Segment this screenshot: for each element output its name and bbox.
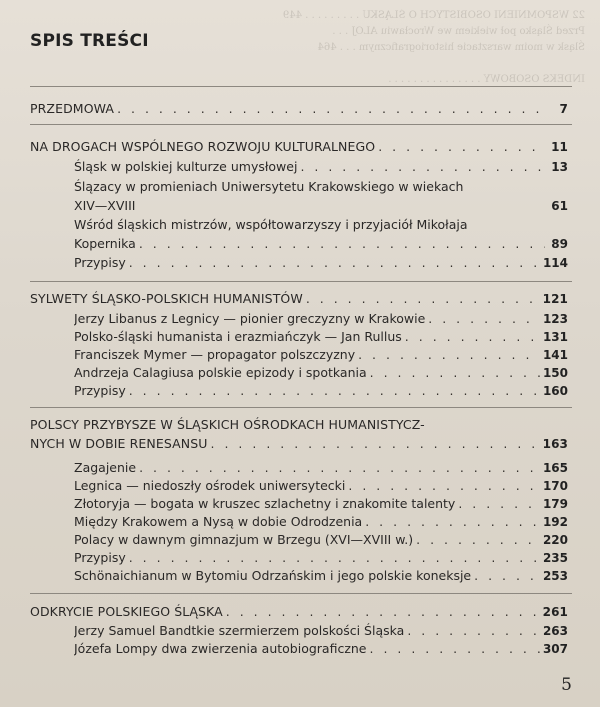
dot-leaders xyxy=(458,494,540,513)
section-title: SYLWETY ŚLĄSKO-POLSKICH HUMANISTÓW xyxy=(30,291,303,306)
item-title: Jerzy Libanus z Legnicy — pionier greczyzny w Krakowie xyxy=(74,311,426,326)
item-title: Między Krakowem a Nysą w dobie Odrodzenia xyxy=(74,514,363,529)
divider xyxy=(30,281,572,282)
dot-leaders xyxy=(139,458,540,477)
dot-leaders xyxy=(348,476,540,495)
toc-item[interactable] xyxy=(74,345,568,365)
page-number: 61 xyxy=(551,199,568,213)
toc-item[interactable] xyxy=(74,494,568,514)
page-footer-number: 5 xyxy=(561,675,572,695)
dot-leaders xyxy=(370,363,540,382)
item-title: Śląsk w polskiej kulturze umysłowej xyxy=(74,159,298,174)
toc-item[interactable] xyxy=(74,566,568,586)
toc-item[interactable] xyxy=(74,215,568,254)
dot-leaders xyxy=(416,530,540,549)
page-number: 235 xyxy=(542,551,568,565)
dot-leaders xyxy=(370,639,540,658)
toc-item[interactable] xyxy=(74,639,568,659)
toc-item[interactable] xyxy=(74,621,568,641)
item-title: Polacy w dawnym gimnazjum w Brzegu (XVI—XVIII w.) xyxy=(74,532,414,547)
dot-leaders xyxy=(306,289,540,308)
page-number: 179 xyxy=(542,497,568,511)
section-title-continued: NYCH W DOBIE RENESANSU xyxy=(30,436,208,451)
page-number: 89 xyxy=(551,237,568,251)
toc-item[interactable] xyxy=(74,458,568,478)
dot-leaders xyxy=(129,381,540,400)
page-number: 261 xyxy=(542,605,568,619)
toc-item[interactable] xyxy=(74,476,568,496)
toc-item[interactable] xyxy=(74,253,568,273)
item-title: Jerzy Samuel Bandtkie szermierzem polskości Śląska xyxy=(74,623,405,638)
toc-section-przedmowa[interactable] xyxy=(30,99,568,119)
page-number: 263 xyxy=(542,624,568,638)
section-title: PRZEDMOWA xyxy=(30,101,115,116)
dot-leaders xyxy=(407,621,540,640)
dot-leaders xyxy=(428,309,540,328)
toc-section-odkrycie[interactable] xyxy=(30,602,568,622)
dot-leaders xyxy=(117,99,545,118)
item-title-continued: Kopernika xyxy=(74,236,136,251)
divider xyxy=(30,124,572,125)
dot-leaders xyxy=(358,345,540,364)
item-title: Przypisy xyxy=(74,550,126,565)
toc-item[interactable] xyxy=(74,309,568,329)
section-title: ODKRYCIE POLSKIEGO ŚLĄSKA xyxy=(30,604,223,619)
bleed-through-text: 22 WSPOMNIENI OSOBISTYCH O ŚLĄSKU . . . . . . . . . 449 Przed Śląsko poł wiekiem we Wrocławiu ALOJ . . . Śląsk w moim warsztacie historiograficznym . . . 464 INDEKS OSOBOWY . . . . . . . . . . . . . . . xyxy=(282,10,585,85)
item-title: Złotoryja — bogata w kruszec szlachetny i znakomite talenty xyxy=(74,496,456,511)
toc-item[interactable] xyxy=(74,548,568,568)
section-title: NA DROGACH WSPÓLNEGO ROZWOJU KULTURALNEGO xyxy=(30,139,376,154)
page-number: 13 xyxy=(551,160,568,174)
toc-section-polscy-przybysze[interactable] xyxy=(30,415,568,454)
page-number: 123 xyxy=(542,312,568,326)
dot-leaders xyxy=(300,157,545,176)
page-title: SPIS TREŚCI xyxy=(30,31,149,51)
toc-item[interactable] xyxy=(74,327,568,347)
page-number: 11 xyxy=(551,140,568,154)
dot-leaders xyxy=(405,327,540,346)
divider xyxy=(30,593,572,594)
page-number: 141 xyxy=(542,348,568,362)
item-title: Legnica — niedoszły ośrodek uniwersytecki xyxy=(74,478,346,493)
item-title: Andrzeja Calagiusa polskie epizody i spotkania xyxy=(74,365,367,380)
dot-leaders xyxy=(474,566,540,585)
toc-item[interactable] xyxy=(74,381,568,401)
toc-item[interactable] xyxy=(74,512,568,532)
page-number: 160 xyxy=(542,384,568,398)
page-number: 192 xyxy=(542,515,568,529)
item-title: Ślązacy w promieniach Uniwersytetu Krakowskiego w wiekach xyxy=(74,179,464,194)
toc-section-sylwety[interactable] xyxy=(30,289,568,309)
divider xyxy=(30,86,572,87)
item-title: Józefa Lompy dwa zwierzenia autobiograficzne xyxy=(74,641,367,656)
page-number: 165 xyxy=(542,461,568,475)
dot-leaders xyxy=(129,548,540,567)
section-title: POLSCY PRZYBYSZE W ŚLĄSKICH OŚRODKACH HUMANISTYCZ- xyxy=(30,417,425,432)
item-title: Zagajenie xyxy=(74,460,137,475)
page-number: 220 xyxy=(542,533,568,547)
dot-leaders xyxy=(139,234,545,253)
page-number: 170 xyxy=(542,479,568,493)
item-title: Wśród śląskich mistrzów, współtowarzyszy i przyjaciół Mikołaja xyxy=(74,217,468,232)
item-title: Przypisy xyxy=(74,383,126,398)
item-title: Polsko-śląski humanista i erazmiańczyk — Jan Rullus xyxy=(74,329,402,344)
item-title: Przypisy xyxy=(74,255,126,270)
page-number: 163 xyxy=(542,437,568,451)
dot-leaders xyxy=(378,137,545,156)
page-number: 121 xyxy=(542,292,568,306)
dot-leaders xyxy=(365,512,540,531)
dot-leaders xyxy=(211,434,540,453)
page-number: 114 xyxy=(542,256,568,270)
page-number: 7 xyxy=(559,102,568,116)
toc-item[interactable] xyxy=(74,157,568,177)
page-number: 150 xyxy=(542,366,568,380)
item-title: Schönaichianum w Bytomiu Odrzańskim i jego polskie koneksje xyxy=(74,568,472,583)
divider xyxy=(30,407,572,408)
toc-section-na-drogach[interactable] xyxy=(30,137,568,157)
dot-leaders xyxy=(226,602,540,621)
toc-item[interactable] xyxy=(74,530,568,550)
toc-item[interactable] xyxy=(74,363,568,383)
page-number: 307 xyxy=(542,642,568,656)
toc-item[interactable] xyxy=(74,177,568,216)
dot-leaders xyxy=(129,253,540,272)
item-title: Franciszek Mymer — propagator polszczyzny xyxy=(74,347,356,362)
page-number: 253 xyxy=(542,569,568,583)
item-title-continued: XIV—XVIII xyxy=(74,198,136,213)
page-number: 131 xyxy=(542,330,568,344)
